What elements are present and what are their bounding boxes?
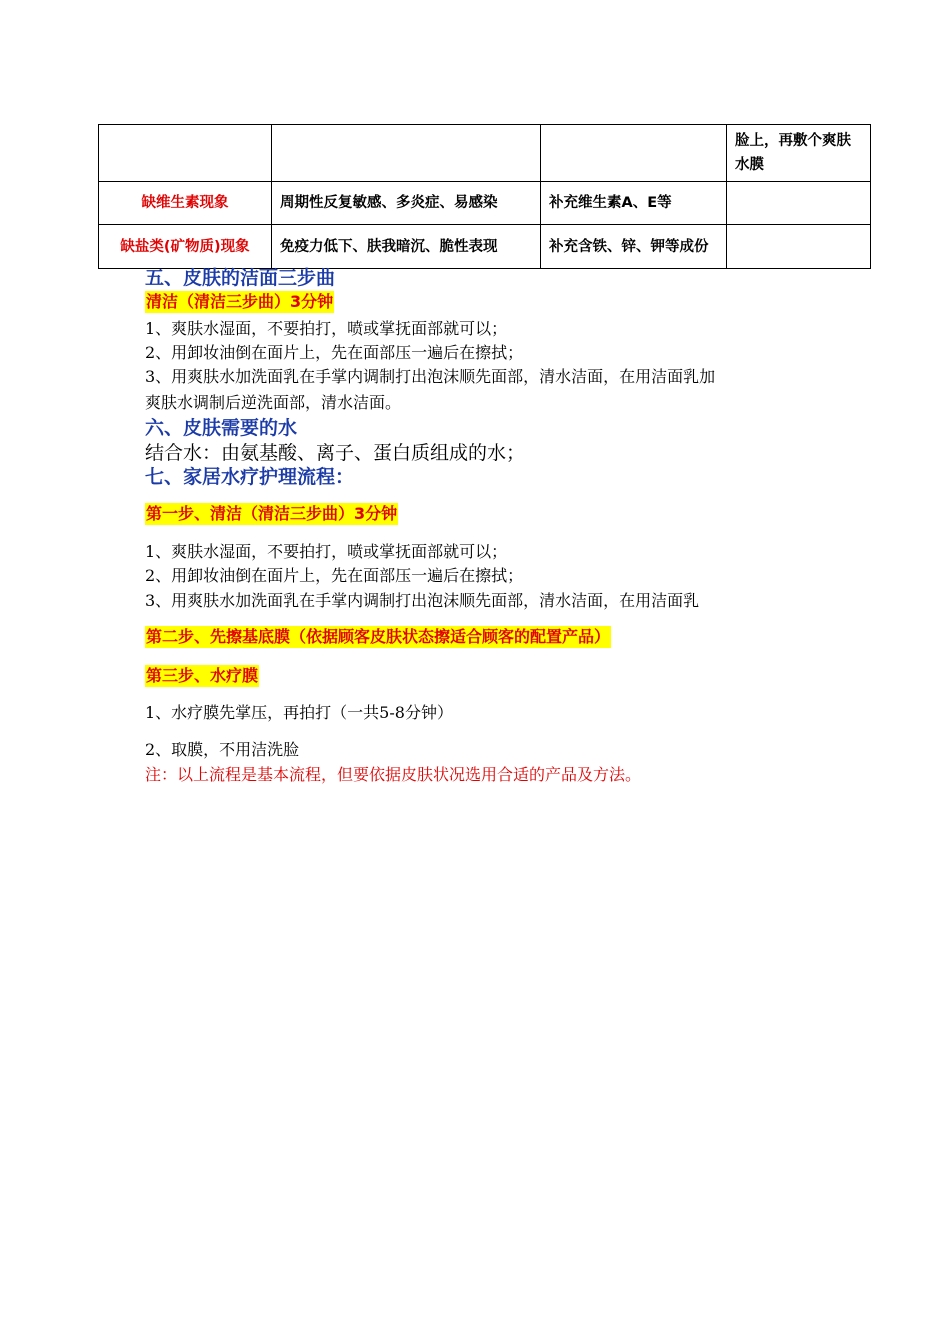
table-cell <box>541 125 727 182</box>
table-cell: 脸上，再敷个爽肤水膜 <box>727 125 871 182</box>
step1-wrap <box>145 503 398 525</box>
step1-item: 3、用爽肤水加洗面乳在手掌内调制打出泡沫顺先面部，清水洁面，在用洁面乳 <box>145 591 700 610</box>
section5-item: 1、爽肤水湿面，不要拍打，喷或掌抚面部就可以； <box>145 319 508 338</box>
section5-subtitle: 清洁（清洁三步曲）3分钟 <box>146 292 334 311</box>
step1-item: 2、用卸妆油倒在面片上，先在面部压一遍后在擦拭； <box>145 566 524 585</box>
step3-wrap <box>145 665 259 687</box>
section5-item: 2、用卸妆油倒在面片上，先在面部压一遍后在擦拭； <box>145 343 524 362</box>
section6-text: 结合水：由氨基酸、离子、蛋白质组成的水； <box>145 442 526 464</box>
section6-title: 六、皮肤需要的水 <box>145 417 298 439</box>
section5-item: 3、用爽肤水加洗面乳在手掌内调制打出泡沫顺先面部，清水洁面，在用洁面乳加 <box>145 367 716 386</box>
table-row <box>99 182 871 225</box>
table-row <box>99 225 871 269</box>
table-cell <box>272 125 541 182</box>
table-cell: 补充维生素A、E等 <box>541 182 727 225</box>
step1-heading: 第一步、清洁（清洁三步曲）3分钟 <box>146 504 398 523</box>
table-cell <box>99 125 272 182</box>
table-row <box>99 125 871 182</box>
step3-heading: 第三步、水疗膜 <box>146 666 259 685</box>
section5-subtitle-wrap <box>145 291 334 313</box>
step2-heading: 第二步、先擦基底膜（依据顾客皮肤状态擦适合顾客的配置产品） <box>146 627 611 646</box>
step1-item: 1、爽肤水湿面，不要拍打，喷或掌抚面部就可以； <box>145 542 508 561</box>
note-text: 注：以上流程是基本流程，但要依据皮肤状况选用合适的产品及方法。 <box>145 765 642 784</box>
step3-item: 1、水疗膜先掌压，再拍打（一共5-8分钟） <box>145 703 453 722</box>
step2-wrap <box>145 626 611 648</box>
table-cell-name: 缺盐类(矿物质)现象 <box>99 225 272 269</box>
table-cell <box>727 182 871 225</box>
info-table <box>98 124 871 269</box>
section5-title: 五、皮肤的洁面三步曲 <box>145 267 336 289</box>
table-cell: 周期性反复敏感、多炎症、易感染 <box>272 182 541 225</box>
table-cell <box>727 225 871 269</box>
table-cell: 补充含铁、锌、钾等成份 <box>541 225 727 269</box>
section5-item: 爽肤水调制后逆洗面部，清水洁面。 <box>145 393 402 412</box>
table-cell-name: 缺维生素现象 <box>99 182 272 225</box>
table-cell: 免疫力低下、肤我暗沉、脆性表现 <box>272 225 541 269</box>
section7-title: 七、家居水疗护理流程： <box>145 466 355 488</box>
step3-item: 2、取膜，不用洁洗脸 <box>145 740 300 759</box>
